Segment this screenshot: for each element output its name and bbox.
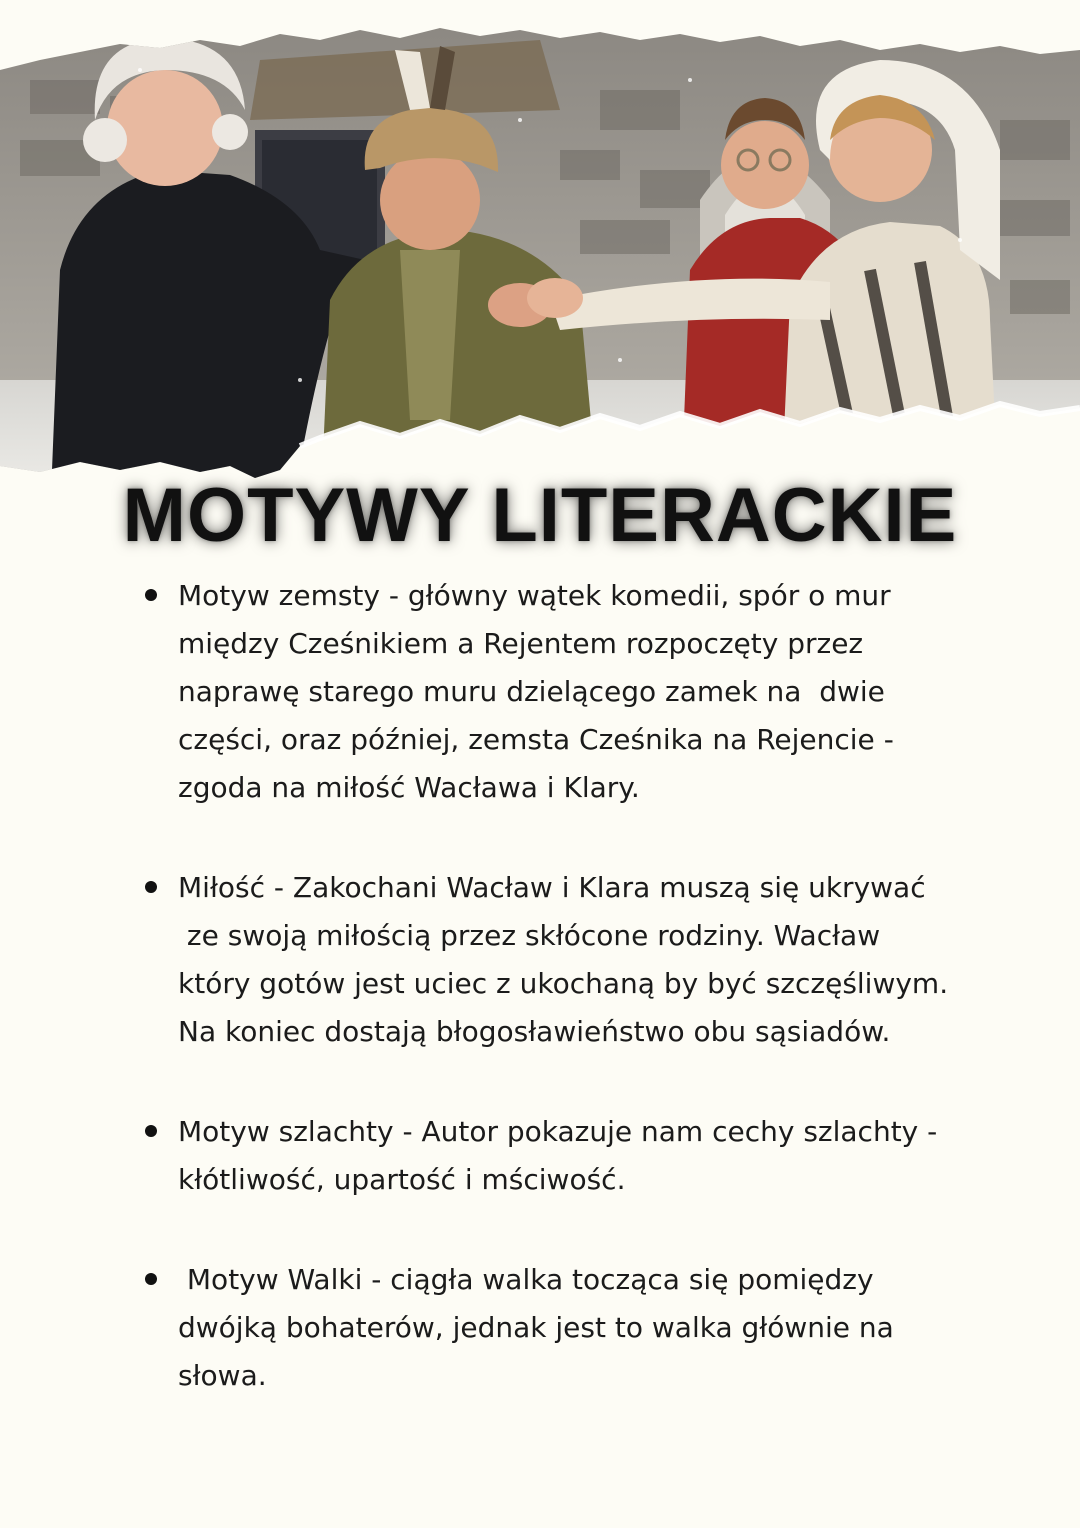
list-item — [0, 1256, 958, 1400]
item-text-line: Motyw Walki - ciągła walka tocząca się pomiędzy — [178, 1263, 874, 1296]
motif-list — [0, 572, 1080, 1452]
item-text-line: naprawę starego muru dzielącego zamek na dwie — [178, 675, 885, 708]
item-text-line: słowa. — [178, 1359, 267, 1392]
page-title: MOTYWY LITERACKIE — [122, 473, 958, 558]
item-text-line: Miłość - Zakochani Wacław i Klara muszą się ukrywać — [178, 871, 926, 904]
bullet-icon — [145, 589, 157, 601]
bullet-icon — [145, 1273, 157, 1285]
header-photo — [0, 0, 1080, 520]
item-text-line: Motyw zemsty - główny wątek komedii, spór o mur — [178, 579, 891, 612]
item-text-line: części, oraz później, zemsta Cześnika na Rejencie - — [178, 723, 894, 756]
item-text-line: Motyw szlachty - Autor pokazuje nam cechy szlachty - — [178, 1115, 938, 1148]
item-text-line: który gotów jest uciec z ukochaną by być szczęśliwym. — [178, 967, 949, 1000]
item-text-line: kłótliwość, upartość i mściwość. — [178, 1163, 626, 1196]
bullet-icon — [145, 1125, 157, 1137]
item-text-line: między Cześnikiem a Rejentem rozpoczęty przez — [178, 627, 864, 660]
bullet-icon — [145, 881, 157, 893]
list-item — [0, 1108, 958, 1204]
item-text-line: dwójką bohaterów, jednak jest to walka głównie na — [178, 1311, 894, 1344]
list-item — [0, 864, 958, 1056]
item-text-line: zgoda na miłość Wacława i Klary. — [178, 771, 640, 804]
item-text-line: ze swoją miłością przez skłócone rodziny. Wacław — [178, 919, 881, 952]
list-item — [0, 572, 958, 812]
item-text-line: Na koniec dostają błogosławieństwo obu sąsiadów. — [178, 1015, 891, 1048]
